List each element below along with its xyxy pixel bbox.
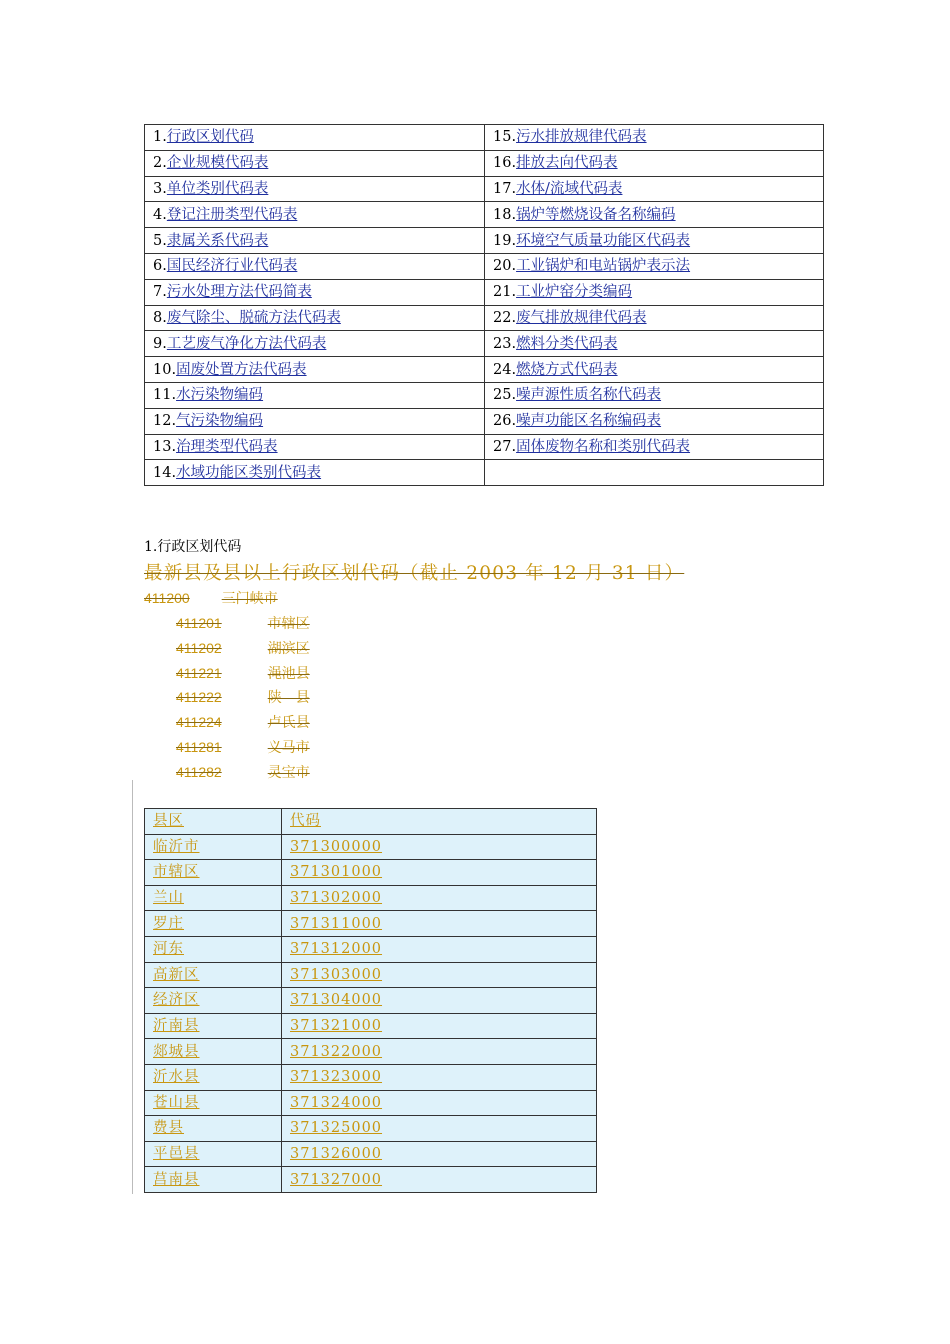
header-county-link[interactable]: 县区 xyxy=(153,813,184,830)
county-cell[interactable] xyxy=(145,860,282,886)
toc-cell[interactable] xyxy=(485,357,824,383)
county-link[interactable]: 莒南县 xyxy=(153,1171,200,1188)
table-row xyxy=(145,911,597,937)
toc-number: 7. xyxy=(153,284,167,301)
toc-cell[interactable] xyxy=(485,150,824,176)
toc-link[interactable]: 气污染物编码 xyxy=(176,413,264,430)
toc-number: 12. xyxy=(153,413,177,430)
toc-cell[interactable] xyxy=(145,202,485,228)
county-cell[interactable] xyxy=(145,1064,282,1090)
county-cell[interactable] xyxy=(145,911,282,937)
toc-link[interactable]: 锅炉等燃烧设备名称编码 xyxy=(516,206,676,223)
code-link[interactable]: 371303000 xyxy=(290,966,383,983)
county-link[interactable]: 苍山县 xyxy=(153,1094,200,1111)
subdivision-code: 411201 xyxy=(176,615,222,631)
section-headline: 最新县及县以上行政区划代码（截止 2003 年 12 月 31 日） xyxy=(144,563,685,584)
toc-cell[interactable] xyxy=(145,125,485,151)
county-cell[interactable] xyxy=(145,1141,282,1167)
county-cell[interactable] xyxy=(145,1090,282,1116)
subdivision-name: 灵宝市 xyxy=(267,764,310,781)
toc-link[interactable]: 水域功能区类别代码表 xyxy=(176,464,322,481)
toc-cell[interactable] xyxy=(145,357,485,383)
subdivision-code: 411282 xyxy=(176,763,222,780)
code-link[interactable]: 371312000 xyxy=(290,941,383,958)
toc-cell[interactable] xyxy=(485,408,824,434)
region-code-table xyxy=(144,808,597,1193)
table-row xyxy=(145,1090,597,1116)
toc-row xyxy=(145,408,824,434)
toc-link[interactable]: 污水处理方法代码简表 xyxy=(166,284,312,301)
city-code: 411200 xyxy=(144,590,190,606)
toc-link[interactable]: 工艺废气净化方法代码表 xyxy=(166,335,327,352)
county-link[interactable]: 市辖区 xyxy=(153,864,200,881)
code-cell[interactable] xyxy=(282,1141,597,1167)
county-link[interactable]: 沂南县 xyxy=(153,1018,200,1035)
table-row xyxy=(145,962,597,988)
code-cell[interactable] xyxy=(282,1013,597,1039)
code-link[interactable]: 371323000 xyxy=(290,1069,383,1086)
code-link[interactable]: 371302000 xyxy=(290,890,383,907)
toc-number: 13. xyxy=(153,438,177,455)
table-row xyxy=(145,1013,597,1039)
county-link[interactable]: 罗庄 xyxy=(153,915,184,932)
toc-cell[interactable] xyxy=(145,331,485,357)
toc-cell[interactable] xyxy=(485,176,824,202)
code-link[interactable]: 371326000 xyxy=(290,1146,383,1163)
subdivision-name: 义马市 xyxy=(267,740,310,756)
toc-row xyxy=(145,150,824,176)
toc-cell[interactable] xyxy=(485,202,824,228)
county-cell[interactable] xyxy=(145,834,282,860)
code-link[interactable]: 371327000 xyxy=(290,1171,383,1188)
county-cell[interactable] xyxy=(145,885,282,911)
toc-cell[interactable] xyxy=(485,305,824,331)
subdivision-code: 411202 xyxy=(176,639,222,656)
county-cell[interactable] xyxy=(145,1039,282,1065)
table-row xyxy=(145,1167,597,1193)
county-cell[interactable] xyxy=(145,1167,282,1193)
toc-number: 24. xyxy=(493,361,517,378)
toc-link[interactable]: 水体/流域代码表 xyxy=(516,180,623,197)
code-link[interactable]: 371325000 xyxy=(290,1120,383,1137)
toc-link[interactable]: 国民经济行业代码表 xyxy=(166,258,298,275)
code-cell[interactable] xyxy=(282,988,597,1014)
toc-row xyxy=(145,305,824,331)
toc-row xyxy=(145,228,824,254)
county-link[interactable]: 临沂市 xyxy=(153,838,200,855)
toc-number: 1. xyxy=(153,129,167,146)
toc-cell[interactable] xyxy=(145,460,485,486)
table-row xyxy=(145,936,597,962)
table-header-row xyxy=(145,809,597,835)
toc-cell[interactable] xyxy=(485,228,824,254)
county-link[interactable]: 费县 xyxy=(153,1120,184,1137)
toc-number: 9. xyxy=(153,335,167,352)
toc-cell[interactable] xyxy=(485,253,824,279)
subdivision-entry xyxy=(176,738,336,757)
toc-row xyxy=(145,279,824,305)
toc-row xyxy=(145,357,824,383)
code-link[interactable]: 371301000 xyxy=(290,864,383,881)
subdivision-entry xyxy=(176,664,336,683)
toc-number: 8. xyxy=(153,309,167,326)
toc-number: 26. xyxy=(493,413,517,430)
toc-cell[interactable] xyxy=(145,176,485,202)
toc-row xyxy=(145,253,824,279)
code-cell[interactable] xyxy=(282,911,597,937)
code-cell[interactable] xyxy=(282,1090,597,1116)
vertical-rule xyxy=(132,780,133,1194)
toc-cell[interactable] xyxy=(145,253,485,279)
toc-row xyxy=(145,176,824,202)
subdivision-code: 411281 xyxy=(176,739,222,755)
toc-link[interactable]: 废气排放规律代码表 xyxy=(516,309,647,326)
toc-row xyxy=(145,331,824,357)
toc-cell[interactable] xyxy=(145,228,485,254)
toc-cell[interactable] xyxy=(145,382,485,408)
code-link[interactable]: 371304000 xyxy=(290,992,383,1009)
toc-link[interactable]: 污水排放规律代码表 xyxy=(516,129,647,146)
subdivision-name: 湖滨区 xyxy=(267,640,310,657)
toc-table xyxy=(144,124,824,486)
city-entry xyxy=(144,589,278,608)
subdivision-entry xyxy=(176,639,336,658)
code-cell[interactable] xyxy=(282,1167,597,1193)
toc-link[interactable]: 废气除尘、脱硫方法代码表 xyxy=(166,309,341,326)
code-cell[interactable] xyxy=(282,1116,597,1142)
code-link[interactable]: 371324000 xyxy=(290,1094,383,1111)
toc-number: 21. xyxy=(493,284,517,301)
toc-link[interactable]: 固体废物名称和类别代码表 xyxy=(516,438,691,455)
toc-number: 15. xyxy=(493,129,517,146)
table-row xyxy=(145,1064,597,1090)
code-cell[interactable] xyxy=(282,885,597,911)
toc-cell[interactable] xyxy=(145,150,485,176)
toc-cell[interactable] xyxy=(145,434,485,460)
toc-number: 20. xyxy=(493,258,517,275)
table-row xyxy=(145,860,597,886)
table-row xyxy=(145,834,597,860)
toc-number: 3. xyxy=(153,180,167,197)
toc-cell[interactable] xyxy=(485,279,824,305)
code-cell[interactable] xyxy=(282,860,597,886)
city-name: 三门峡市 xyxy=(221,591,278,607)
code-cell[interactable] xyxy=(282,1039,597,1065)
toc-cell[interactable] xyxy=(485,125,824,151)
code-cell[interactable] xyxy=(282,1064,597,1090)
header-county[interactable] xyxy=(145,809,282,835)
header-code[interactable] xyxy=(282,809,597,835)
toc-number: 17. xyxy=(493,180,517,197)
county-cell[interactable] xyxy=(145,936,282,962)
toc-number: 14. xyxy=(153,464,177,481)
toc-link[interactable]: 隶属关系代码表 xyxy=(166,232,269,249)
table-row xyxy=(145,1141,597,1167)
county-link[interactable]: 沂水县 xyxy=(153,1069,200,1086)
toc-number: 11. xyxy=(153,387,177,404)
table-row xyxy=(145,885,597,911)
code-cell[interactable] xyxy=(282,834,597,860)
toc-cell[interactable] xyxy=(145,279,485,305)
county-cell[interactable] xyxy=(145,1116,282,1142)
section-title: 1.行政区划代码 xyxy=(144,539,242,555)
subdivision-name: 市辖区 xyxy=(267,616,310,632)
subdivision-entry xyxy=(176,713,336,732)
code-cell[interactable] xyxy=(282,962,597,988)
code-link[interactable]: 371311000 xyxy=(290,915,383,932)
county-link[interactable]: 经济区 xyxy=(153,992,200,1009)
toc-cell[interactable] xyxy=(485,331,824,357)
county-link[interactable]: 河东 xyxy=(153,941,184,958)
subdivision-name: 陕 县 xyxy=(267,690,310,707)
toc-link[interactable]: 工业锅炉和电站锅炉表示法 xyxy=(516,258,691,275)
toc-number: 23. xyxy=(493,335,517,352)
subdivision-entry xyxy=(176,688,336,707)
county-link[interactable]: 高新区 xyxy=(153,966,200,983)
county-link[interactable]: 郯城县 xyxy=(153,1043,200,1060)
code-cell[interactable] xyxy=(282,936,597,962)
toc-row xyxy=(145,382,824,408)
toc-number: 18. xyxy=(493,206,517,223)
toc-link[interactable]: 单位类别代码表 xyxy=(166,180,269,197)
toc-link[interactable]: 固废处置方法代码表 xyxy=(176,361,307,378)
toc-number: 2. xyxy=(153,155,167,172)
toc-number: 27. xyxy=(493,438,517,455)
county-link[interactable]: 兰山 xyxy=(153,890,184,907)
county-cell[interactable] xyxy=(145,988,282,1014)
toc-number: 5. xyxy=(153,232,167,249)
code-link[interactable]: 371321000 xyxy=(290,1018,383,1035)
subdivision-name: 卢氏县 xyxy=(267,715,310,732)
toc-number: 6. xyxy=(153,258,167,275)
toc-row xyxy=(145,202,824,228)
toc-link[interactable]: 噪声功能区名称编码表 xyxy=(516,413,662,430)
county-cell[interactable] xyxy=(145,1013,282,1039)
toc-cell[interactable] xyxy=(145,305,485,331)
subdivision-code: 411221 xyxy=(176,664,222,681)
toc-number: 4. xyxy=(153,206,167,223)
code-link[interactable]: 371322000 xyxy=(290,1043,383,1060)
toc-link[interactable]: 排放去向代码表 xyxy=(516,155,618,172)
toc-link[interactable]: 行政区划代码 xyxy=(166,129,254,146)
toc-number: 16. xyxy=(493,155,517,172)
toc-cell[interactable] xyxy=(485,434,824,460)
toc-row xyxy=(145,434,824,460)
subdivision-name: 渑池县 xyxy=(267,665,310,682)
toc-cell[interactable] xyxy=(485,382,824,408)
table-row xyxy=(145,1039,597,1065)
toc-row xyxy=(145,460,824,486)
subdivision-entry xyxy=(176,614,336,633)
toc-link[interactable]: 水污染物编码 xyxy=(176,387,264,404)
toc-number: 25. xyxy=(493,387,517,404)
toc-link[interactable]: 燃料分类代码表 xyxy=(516,335,618,352)
subdivision-entry xyxy=(176,763,336,782)
toc-cell xyxy=(485,460,824,486)
county-link[interactable]: 平邑县 xyxy=(153,1146,200,1163)
toc-link[interactable]: 噪声源性质名称代码表 xyxy=(516,387,662,404)
table-row xyxy=(145,988,597,1014)
toc-link[interactable]: 企业规模代码表 xyxy=(166,155,269,172)
toc-link[interactable]: 工业炉窑分类编码 xyxy=(516,284,633,301)
toc-number: 19. xyxy=(493,232,517,249)
toc-cell[interactable] xyxy=(145,408,485,434)
county-cell[interactable] xyxy=(145,962,282,988)
code-link[interactable]: 371300000 xyxy=(290,838,383,855)
table-row xyxy=(145,1116,597,1142)
toc-number: 22. xyxy=(493,309,517,326)
toc-link[interactable]: 治理类型代码表 xyxy=(176,438,278,455)
toc-number: 10. xyxy=(153,361,177,378)
toc-row xyxy=(145,125,824,151)
toc-link[interactable]: 环境空气质量功能区代码表 xyxy=(516,232,691,249)
subdivision-code: 411224 xyxy=(176,714,222,731)
subdivision-code: 411222 xyxy=(176,689,222,706)
toc-link[interactable]: 燃烧方式代码表 xyxy=(516,361,618,378)
toc-link[interactable]: 登记注册类型代码表 xyxy=(166,206,298,223)
header-code-link[interactable]: 代码 xyxy=(290,813,321,830)
